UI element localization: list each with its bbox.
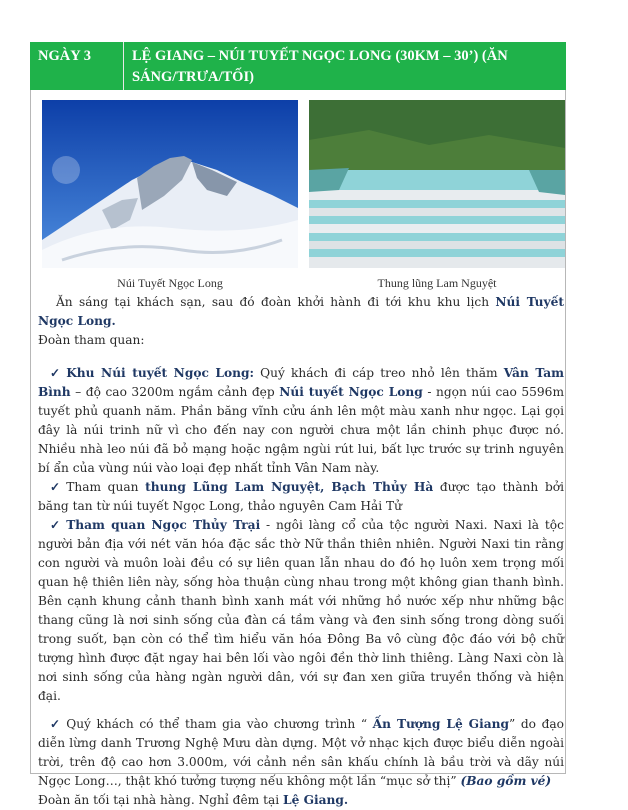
intro-line-2: Đoàn tham quan: [38, 333, 145, 347]
item-highlight: Núi tuyết Ngọc Long [279, 385, 423, 399]
item-text: ” do đạo diễn lừng danh Trương Nghệ Mưu dàn dựng. Một vở nhạc kịch được biểu diễn ngoài trời, trên độ cao hơn 3.000m, với cảnh nền sân khấu chính là bầu trời và dãy núi Ngọc Long…, thật khó tưởng tượng nếu không một lần “mục sở thị” [38, 717, 564, 788]
item-heading: Tham quan Ngọc Thủy Trại [66, 518, 261, 532]
item-text: Tham quan [66, 480, 146, 494]
item-text: Quý khách đi cáp treo nhỏ lên thăm [254, 366, 504, 380]
item-highlight: thung Lũng Lam Nguyệt, Bạch Thủy Hà [145, 480, 434, 494]
photo-caption: Núi Tuyết Ngọc Long [117, 276, 223, 290]
itinerary-body [38, 293, 564, 810]
photo-caption: Thung lũng Lam Nguyệt [377, 276, 497, 290]
item-heading: Khu Núi tuyết Ngọc Long: [66, 366, 254, 380]
check-icon: ✓ [50, 717, 61, 731]
item-text: - ngôi làng cổ của tộc người Naxi. Naxi là tộc người bản địa với nét văn hóa đặc sắc thờ Nữ thần thiên nhiên. Người Naxi tin rằng con người và muôn loài đều có sự liên quan lẫn nhau do đó họ luôn xem trọng mối quan hệ thiên liên này, sống hòa thuận cùng nhau trong một không gian thanh bình. Bên cạnh khung cảnh thanh bình xanh mát với những hồ nước xếp như những bậc thang cũng là nơi sinh sống của đàn cá tầm vàng và đen sinh sống trong dòng suối trong suốt, bạn còn có thể tìm hiểu văn hóa Đông Ba vô cùng độc đáo với bộ chữ tượng hình được đặt ngay hai bên lối vào ngôi đền thờ linh thiêng. Làng Naxi còn là nơi sinh sống của hàng ngàn người dân, với sự đan xen giữa truyền thống và hiện đại. [38, 518, 564, 703]
check-icon: ✓ [50, 480, 61, 494]
photo-jade-dragon-snow-mountain [42, 100, 298, 268]
photo-blue-moon-valley [309, 100, 565, 268]
intro-paragraph [38, 293, 564, 331]
day-label: NGÀY 3 [38, 48, 92, 64]
item-text: Quý khách có thể tham gia vào chương trình “ [66, 717, 373, 731]
intro-highlight: Núi Tuyết Ngọc Long. [38, 295, 564, 328]
day-title: LỆ GIANG – NÚI TUYẾT NGỌC LONG (30KM – 30’) (ĂN SÁNG/TRƯA/TỐI) [132, 48, 508, 85]
closing-line [38, 791, 564, 810]
ticket-included-note: (Bao gồm vé) [460, 774, 552, 788]
itinerary-item [38, 364, 564, 478]
header-divider [123, 42, 124, 90]
itinerary-item [38, 516, 564, 706]
check-icon: ✓ [50, 518, 61, 532]
itinerary-item [38, 715, 564, 791]
day-header [30, 42, 566, 90]
item-text: được tạo thành bởi băng tan từ núi tuyết Ngọc Long, thảo nguyên Cam Hải Tử [38, 480, 564, 513]
item-highlight: Ấn Tượng Lệ Giang [372, 717, 509, 731]
check-icon: ✓ [50, 366, 61, 380]
item-text: – độ cao 3200m ngắm cảnh đẹp [70, 385, 280, 399]
itinerary-item [38, 478, 564, 516]
closing-highlight: Lệ Giang. [283, 793, 349, 807]
intro-text: Ăn sáng tại khách sạn, sau đó đoàn khởi hành đi tới khu khu lịch [56, 295, 496, 309]
item-text: - ngọn núi cao 5596m tuyết phủ quanh năm. Phần băng vĩnh cửu ánh lên một màu xanh như ngọc. Lại gọi đây là núi trinh nữ vì cho đến nay con người chưa một lần chinh phục được nó. Nhiều nhà leo núi đã bỏ mạng hoặc ngậm ngùi rút lui, bất lực trước sự trinh nguyên bí ẩn của vùng núi vào loại đẹp nhất tỉnh Vân Nam này. [38, 385, 564, 475]
item-highlight: Vân Tam Bình [38, 366, 565, 399]
closing-text: Đoàn ăn tối tại nhà hàng. Nghỉ đêm tại [38, 793, 284, 807]
